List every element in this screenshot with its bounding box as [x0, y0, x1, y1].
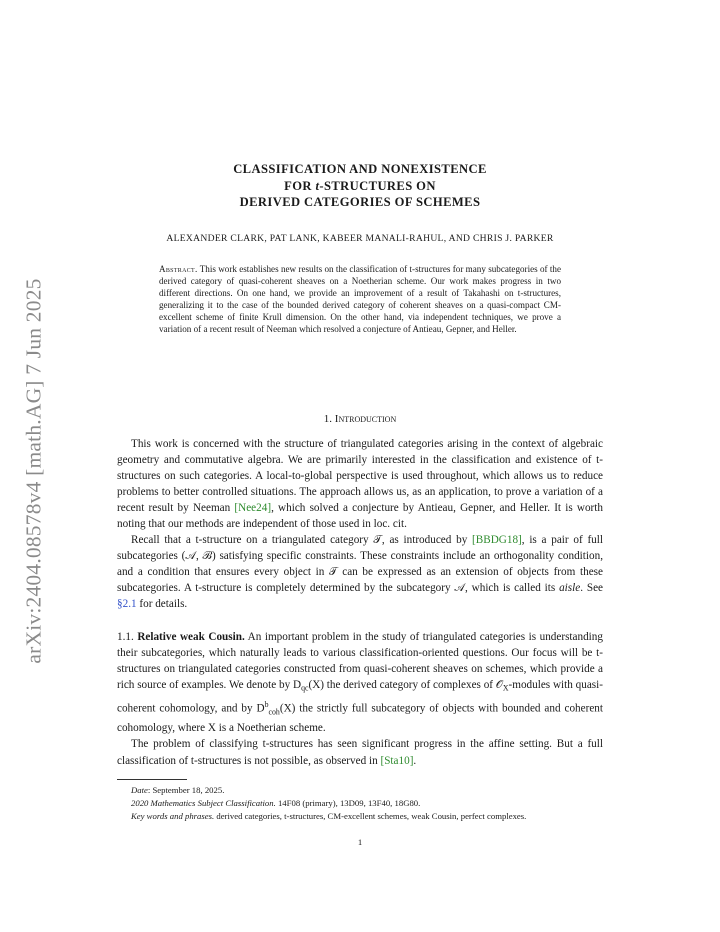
title-line-3: DERIVED CATEGORIES OF SCHEMES	[239, 195, 481, 209]
abstract-text: This work establishes new results on the classification of t-structures for many subcategories of the derived category of quasi-coherent sheaves on a Noetherian scheme. Our work makes progress in two different directions. On one hand, we provide an improvement of a result of Takahashi on t-structures, generalizing it to the case of the bounded derived category of coherent sheaves on a quasi-compact CM-excellent scheme of finite Krull dimension. On the other hand, via independent techniques, we prove a variation of a recent result of Neeman which resolved a conjecture of Antieau, Gepner, and Heller.	[159, 264, 562, 334]
page-number: 1	[357, 837, 363, 847]
introduction-body	[117, 436, 603, 613]
citation-link[interactable]: [Sta10]	[380, 754, 414, 767]
arxiv-identifier: arXiv:2404.08578v4 [math.AG] 7 Jun 2025	[21, 278, 46, 664]
arxiv-stamp	[14, 256, 54, 686]
footnotes	[117, 784, 603, 823]
intro-paragraph-2: Recall that a t-structure on a triangulated category 𝒯, as introduced by [BBDG18], is a pair of full subcategories (𝒜, ℬ) satisfying specific constraints. These constraints include an orthogonality condition, and a condition that ensures every object in 𝒯 can be expressed as an extension of objects from these subcategories. A t-structure is completely determined by the subcategory 𝒜, which is called its aisle. See §2.1 for details.	[117, 534, 604, 611]
section-heading-introduction: 1. Introduction	[323, 413, 397, 425]
footnote-keywords: Key words and phrases. derived categories, t-structures, CM-excellent schemes, weak Cousin, perfect complexes.	[131, 811, 527, 821]
footnote-msc: 2020 Mathematics Subject Classification. 14F08 (primary), 13D09, 13F40, 18G80.	[131, 798, 421, 808]
abstract	[159, 264, 561, 335]
footnote-rule	[117, 779, 187, 780]
subsection-heading: Relative weak Cousin.	[137, 631, 245, 643]
section-reference-link[interactable]: §2.1	[117, 598, 137, 611]
title-line-2: FOR t-STRUCTURES ON	[284, 178, 436, 193]
abstract-label: Abstract.	[159, 264, 198, 274]
subsection-paragraph-2: The problem of classifying t-structures has seen significant progress in the affine setting. But a full classification of t-structures is not possible, as observed in [Sta10].	[117, 738, 603, 767]
author-list: ALEXANDER CLARK, PAT LANK, KABEER MANALI-RAHUL, AND CHRIS J. PARKER	[166, 233, 554, 244]
title-line-1: CLASSIFICATION AND NONEXISTENCE	[233, 162, 487, 176]
citation-link[interactable]: [Nee24]	[234, 502, 272, 515]
citation-link[interactable]: [BBDG18]	[472, 534, 522, 547]
paper-title	[117, 161, 603, 211]
intro-paragraph-1: This work is concerned with the structure of triangulated categories arising in the context of algebraic geometry and commutative algebra. We are primarily interested in the classification and existence of t-structures on such categories. A local-to-global perspective is used throughout, which allows us to reduce problems to better controlled situations. The approach allows us, as an application, to prove a variation of a recent result by Neeman [Nee24], which solved a conjecture by Antieau, Gepner, and Heller. It is worth noting that our methods are independent of those used in loc. cit.	[117, 438, 603, 531]
subsection-relative-weak-cousin	[117, 629, 603, 769]
subsection-paragraph-1: 1.1. Relative weak Cousin. An important problem in the study of triangulated categories is understanding their subcategories, which naturally leads to various classification-oriented questions. Our focus will be t-structures on triangulated categories constructed from quasi-coherent sheaves on schemes, which provide a rich source of examples. We denote by $D_{qc}(X)$ the derived category of complexes of 𝒪$_X$-modules with quasi-coherent cohomology, and by $D^b_{coh}(X)$ the strictly full subcategory of objects with bounded and coherent cohomology, where X is a Noetherian scheme.	[117, 631, 604, 735]
footnote-date: Date: September 18, 2025.	[131, 785, 225, 795]
